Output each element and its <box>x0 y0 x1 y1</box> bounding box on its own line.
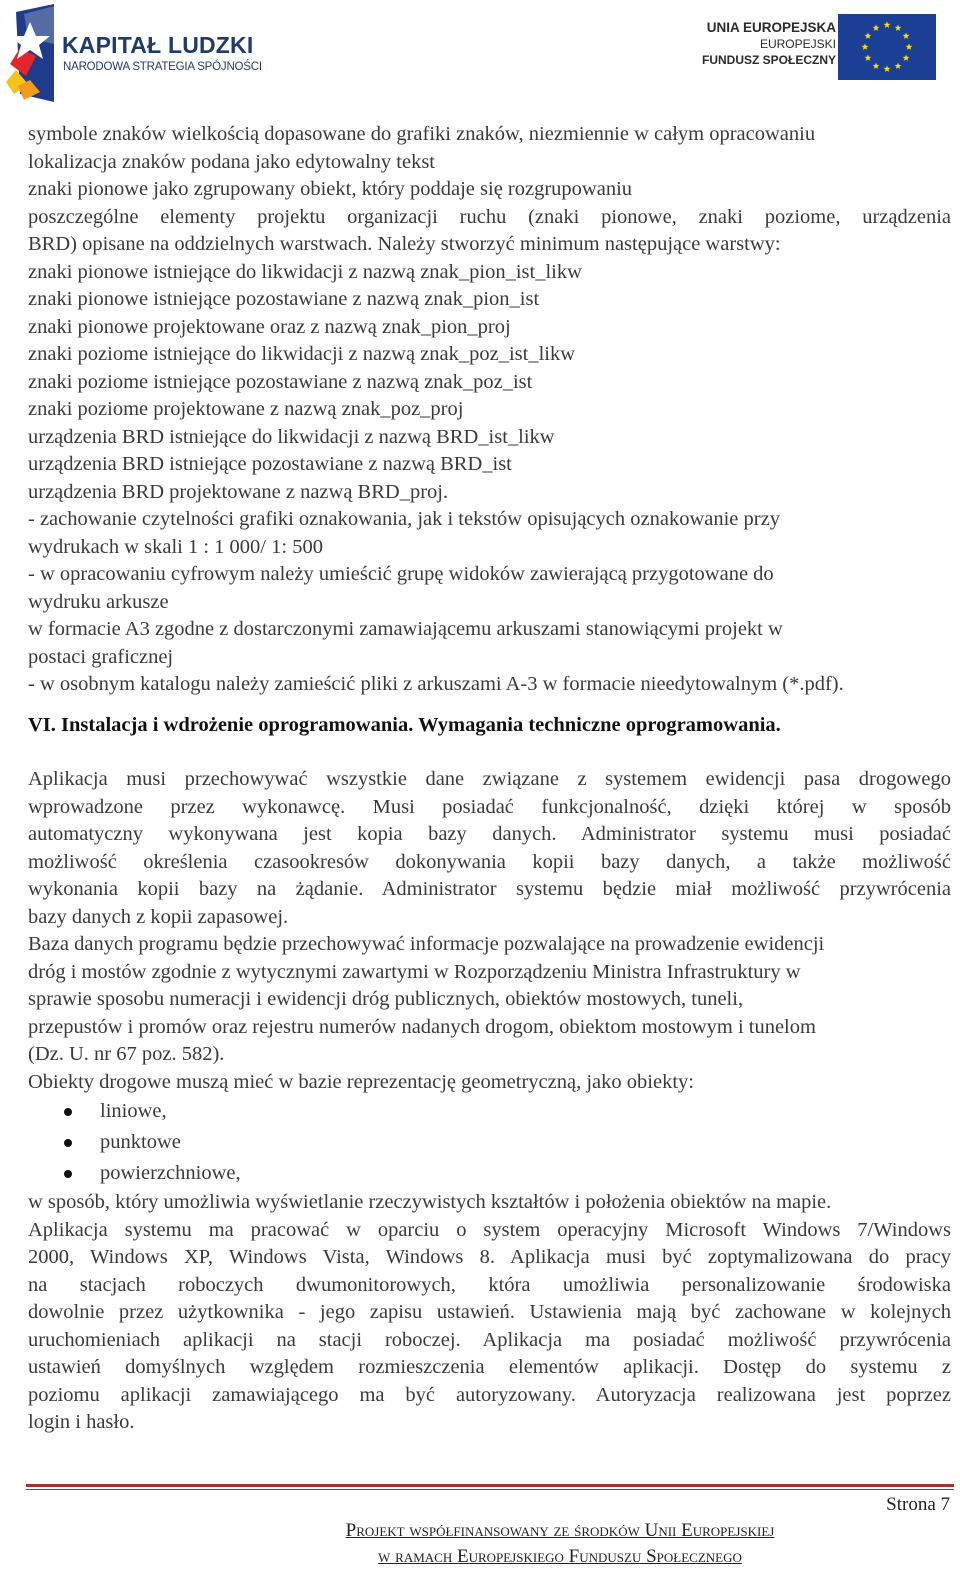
eu-logo <box>688 12 948 82</box>
layer-list <box>28 259 951 507</box>
text-line: Baza danych programu będzie przechowywać informacje pozwalające na prowadzenie ewidencji <box>28 933 825 955</box>
list-item-label: powierzchniowe, <box>100 1162 241 1184</box>
text-line: możliwość określenia czasookresów dokonywania kopii bazy danych, a także możliwość <box>28 850 951 873</box>
text-line: Aplikacja systemu ma pracować w oparciu o system operacyjny Microsoft Windows 7/Windows <box>28 1218 951 1241</box>
footer-line-1: Projekt współfinansowany ze środków Unii Europejskiej <box>345 1520 775 1541</box>
eu-line-1: UNIA EUROPEJSKA <box>706 20 836 35</box>
text-line: wprowadzone przez wykonawcę. Musi posiadać funkcjonalność, dzięki której w sposób <box>28 795 951 818</box>
eu-flag-icon <box>838 14 936 80</box>
list-item-label: liniowe, <box>100 1100 167 1122</box>
kapital-ludzki-logo <box>6 4 262 104</box>
page-header <box>0 0 960 110</box>
text-line: Aplikacja musi przechowywać wszystkie dane związane z systemem ewidencji pasa drogowego <box>28 768 951 790</box>
intro-lines <box>28 121 951 204</box>
text-line: uruchomieniach aplikacji na stacji roboczej. Aplikacja ma posiadać możliwość przywrócenia <box>28 1328 951 1351</box>
backup-paragraph <box>28 766 951 931</box>
document-body <box>28 121 951 1437</box>
page-number: Strona 7 <box>886 1494 950 1515</box>
layer-item: znaki poziome istniejące do likwidacji z nazwą znak_poz_ist_likw <box>28 343 576 365</box>
text-line: - w osobnym katalogu należy zamieścić pliki z arkuszami A-3 w formacie nieedytowalnym (*.pdf). <box>28 673 844 695</box>
eu-line-3: FUNDUSZ SPOŁECZNY <box>701 53 836 67</box>
text-line: wykonania kopii bazy na żądanie. Administrator systemu będzie miał możliwość przywrócenia <box>28 878 951 900</box>
text-line: 2000, Windows XP, Windows Vista, Windows 8. Aplikacja musi być zoptymalizowana do pracy <box>28 1246 951 1268</box>
footer-line-2: w ramach Europejskiego Funduszu Społecznego <box>378 1546 742 1567</box>
text-line: dróg i mostów zgodnie z wytycznymi zawartymi w Rozporządzeniu Ministra Infrastruktury w <box>28 960 801 983</box>
layer-item: znaki pionowe istniejące do likwidacji z nazwą znak_pion_ist_likw <box>28 260 582 283</box>
section-heading: VI. Instalacja i wdrożenie oprogramowania. Wymagania techniczne oprogramowania. <box>28 713 781 736</box>
text-line: postaci graficznej <box>28 645 174 668</box>
text-line: BRD) opisane na oddzielnych warstwach. Należy stworzyć minimum następujące warstwy: <box>28 233 781 255</box>
layer-item: znaki pionowe projektowane oraz z nazwą znak_pion_proj <box>28 315 511 338</box>
kapital-ludzki-logo-icon <box>6 4 62 104</box>
layer-item: urządzenia BRD projektowane z nazwą BRD_proj. <box>28 480 449 503</box>
text-line: przepustów i promów oraz rejestru numerów nadanych drogom, obiektom mostowym i tunelom <box>28 1015 816 1038</box>
layer-item: znaki poziome projektowane z nazwą znak_poz_proj <box>28 398 464 420</box>
footer-funding-note <box>0 1518 960 1570</box>
list-item <box>28 1096 951 1127</box>
system-paragraph <box>28 1217 951 1437</box>
text-line: w formacie A3 zgodne z dostarczonymi zamawiającemu arkuszami stanowiącymi projekt w <box>28 618 783 640</box>
eu-logo-text <box>702 20 836 68</box>
footer-rule <box>26 1484 954 1487</box>
layers-paragraph <box>28 204 951 259</box>
layer-item: urządzenia BRD istniejące pozostawiane z nazwą BRD_ist <box>28 453 512 475</box>
bullet-icon <box>64 1170 72 1178</box>
text-line: - zachowanie czytelności grafiki oznakowania, jak i tekstów opisujących oznakowanie przy <box>28 508 780 530</box>
layer-item: znaki pionowe istniejące pozostawiane z nazwą znak_pion_ist <box>28 288 540 310</box>
text-line: bazy danych z kopii zapasowej. <box>28 905 289 928</box>
text-line: znaki pionowe jako zgrupowany obiekt, który poddaje się rozgrupowaniu <box>28 178 633 200</box>
text-line: poszczególne elementy projektu organizacji ruchu (znaki pionowe, znaki poziome, urządzenia <box>28 205 951 228</box>
text-line: na stacjach roboczych dwumonitorowych, która umożliwia personalizowanie środowiska <box>28 1273 951 1296</box>
text-line: ustawień domyślnych względem rozmieszczenia elementów aplikacji. Dostęp do systemu z <box>28 1356 951 1378</box>
text-line: automatyczny wykonywana jest kopia bazy danych. Administrator systemu musi posiadać <box>28 823 951 845</box>
kapital-ludzki-name: KAPITAŁ LUDZKI <box>62 32 254 58</box>
text-line: - w opracowaniu cyfrowym należy umieścić grupę widoków zawierającą przygotowane do <box>28 563 774 585</box>
bullet-icon <box>64 1139 72 1147</box>
objects-intro: Obiekty drogowe muszą mieć w bazie reprezentację geometryczną, jako obiekty: <box>28 1070 694 1093</box>
text-line: login i hasło. <box>28 1411 135 1433</box>
text-line: (Dz. U. nr 67 poz. 582). <box>28 1043 225 1065</box>
text-line: wydruku arkusze <box>28 590 169 613</box>
kapital-ludzki-subtitle: NARODOWA STRATEGIA SPÓJNOŚCI <box>63 61 262 73</box>
layer-item: urządzenia BRD istniejące do likwidacji z nazwą BRD_ist_likw <box>28 425 555 448</box>
text-line: wydrukach w skali 1 : 1 000/ 1: 500 <box>28 535 323 558</box>
database-paragraph <box>28 931 951 1069</box>
object-type-list <box>28 1096 951 1189</box>
bullet-icon <box>64 1108 72 1116</box>
text-line: poziomu aplikacji zamawiającego ma być autoryzowany. Autoryzacja realizowana jest poprzez <box>28 1383 951 1406</box>
list-item <box>28 1158 951 1189</box>
list-item-label: punktowe <box>100 1131 181 1153</box>
eu-line-2: EUROPEJSKI <box>759 37 836 51</box>
objects-outro: w sposób, który umożliwia wyświetlanie rzeczywistych kształtów i położenia obiektów na mapie. <box>28 1191 832 1213</box>
text-line: lokalizacja znaków podana jako edytowalny tekst <box>28 150 436 173</box>
requirements <box>28 506 951 699</box>
list-item <box>28 1127 951 1158</box>
text-line: symbole znaków wielkością dopasowane do grafiki znaków, niezmiennie w całym opracowaniu <box>28 123 816 145</box>
text-line: dowolnie przez użytkownika - jego zapisu ustawień. Ustawienia mają być zachowane w kolejnych <box>28 1301 951 1323</box>
layer-item: znaki poziome istniejące pozostawiane z nazwą znak_poz_ist <box>28 370 533 393</box>
footer-rule-thin <box>26 1489 954 1490</box>
text-line: sprawie sposobu numeracji i ewidencji dróg publicznych, obiektów mostowych, tuneli, <box>28 988 744 1010</box>
